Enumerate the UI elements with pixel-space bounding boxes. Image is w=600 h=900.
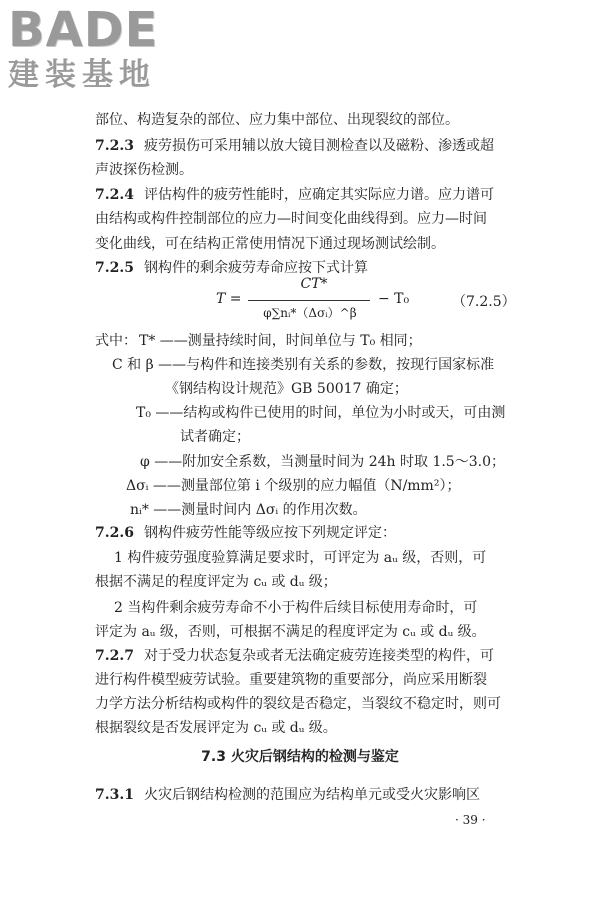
clause-number: 7.2.6 [95, 525, 134, 541]
paragraph-line: 由结构或构件控制部位的应力—时间变化曲线得到。应力—时间 [95, 211, 487, 227]
formula-number: （7.2.5） [452, 294, 516, 310]
section-heading: 7.3 火灾后钢结构的检测与鉴定 [201, 749, 399, 765]
logo-subtitle: 建装基地 [8, 57, 156, 93]
clause-7-2-3 [95, 136, 515, 156]
logo-wordmark: BADE [8, 2, 159, 58]
clause-7-2-7 [95, 646, 515, 666]
formula-numerator: CT* [300, 276, 328, 292]
clause-text: 钢构件疲劳性能等级应按下列规定评定： [143, 525, 396, 541]
page-number: · 39 · [455, 813, 486, 827]
clause-text: 对于受力状态复杂或者无法确定疲劳连接类型的构件，可 [143, 648, 494, 664]
list-item-1: 1 构件疲劳强度验算满足要求时，可评定为 aᵤ 级，否则，可 [114, 550, 487, 566]
definition-continuation: 试者确定； [180, 429, 250, 445]
clause-text: 评估构件的疲劳性能时，应确定其实际应力谱。应力谱可 [143, 187, 494, 203]
paragraph-line: 评定为 aᵤ 级，否则，可根据不满足的程度评定为 cᵤ 或 dᵤ 级。 [95, 624, 486, 640]
clause-text: 钢构件的剩余疲劳寿命应按下式计算 [143, 260, 368, 276]
definition-term: C 和 β —— [112, 357, 187, 373]
definition-line [130, 500, 550, 520]
paragraph-line: 力学方法分析结构或构件的裂纹是否稳定，当裂纹不稳定时，则可 [95, 696, 501, 712]
definition-intro-line [95, 331, 515, 351]
definition-line [126, 476, 546, 496]
fraction-bar [248, 300, 370, 301]
paragraph-line: 根据裂纹是否发展评定为 cᵤ 或 dᵤ 级。 [95, 720, 337, 736]
definition-line [140, 452, 560, 472]
clause-number: 7.2.3 [95, 138, 134, 154]
definition-term: Δσᵢ —— [126, 478, 181, 494]
paragraph-line: 进行构件模型疲劳试验。重要建筑物的重要部分，尚应采用断裂 [95, 672, 487, 688]
definition-term: T₀ —— [136, 405, 184, 421]
clause-number: 7.2.4 [95, 187, 134, 203]
formula-rhs: − T₀ [378, 291, 410, 307]
definition-term: φ —— [140, 454, 183, 470]
paragraph-line: 声波探伤检测。 [95, 162, 193, 178]
definition-text: 附加安全系数，当测量时间为 24h 时取 1.5～3.0； [182, 454, 505, 470]
list-item-2: 2 当构件剩余疲劳寿命不小于构件后续目标使用寿命时，可 [114, 600, 478, 616]
definition-line [112, 355, 532, 375]
definition-text: 测量时间内 Δσᵢ 的作用次数。 [181, 502, 367, 518]
clause-number: 7.2.7 [95, 648, 134, 664]
definition-text: 结构或构件已使用的时间，单位为小时或天，可由测 [183, 405, 506, 421]
definition-text: 与构件和连接类别有关系的参数，按现行国家标准 [186, 357, 495, 373]
definition-line [136, 403, 556, 423]
clause-7-3-1 [95, 785, 515, 805]
definition-text: 测量部位第 i 个级别的应力幅值（N/mm²）； [180, 478, 461, 494]
bade-logo [8, 2, 183, 92]
clause-7-2-4 [95, 185, 515, 205]
paragraph-line: 根据不满足的程度评定为 cᵤ 或 dᵤ 级； [95, 574, 337, 590]
clause-7-2-5 [95, 258, 515, 278]
clause-number: 7.2.5 [95, 260, 134, 276]
paragraph-line: 变化曲线，可在结构正常使用情况下通过现场测试绘制。 [95, 236, 445, 252]
definition-term: nᵢ* —— [130, 502, 182, 518]
definition-term: T* —— [139, 333, 188, 349]
definition-intro: 式中： [95, 333, 137, 349]
formula-lhs: T = [216, 291, 242, 307]
clause-7-2-6 [95, 523, 515, 543]
formula-denominator: φ∑nᵢ*（Δσᵢ）^β [263, 306, 357, 320]
definition-continuation: 《钢结构设计规范》GB 50017 确定； [165, 381, 408, 397]
clause-number: 7.3.1 [95, 787, 134, 803]
definition-text: 测量持续时间，时间单位与 T₀ 相同； [187, 333, 422, 349]
paragraph-line: 部位、构造复杂的部位、应力集中部位、出现裂纹的部位。 [95, 112, 459, 128]
clause-text: 火灾后钢结构检测的范围应为结构单元或受火灾影响区 [143, 787, 480, 803]
clause-text: 疲劳损伤可采用辅以放大镜目测检查以及磁粉、渗透或超 [143, 138, 494, 154]
